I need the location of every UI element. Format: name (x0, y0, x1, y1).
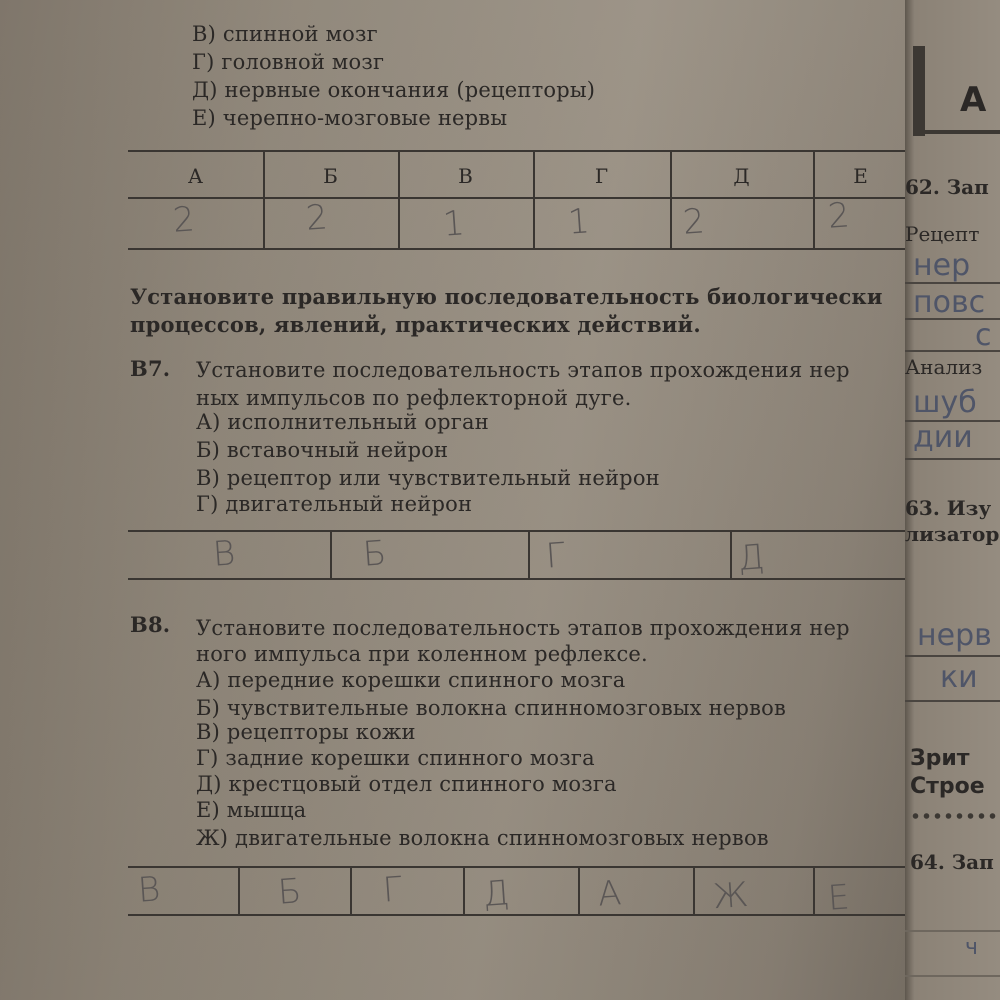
question-number: В7. (130, 356, 171, 381)
table-column-line (730, 532, 732, 578)
question-number: В8. (130, 612, 171, 637)
table-column-line (693, 868, 695, 914)
list-item: Д) нервные окончания (рецепторы) (192, 78, 596, 102)
option-item: Ж) двигательные волокна спинномозговых нервов (196, 826, 769, 850)
table-column-line (463, 868, 465, 914)
question-number: 63. Изу (905, 496, 992, 520)
table-header: Г (594, 164, 609, 188)
table-header: Д (733, 164, 750, 188)
right-text: Рецепт (905, 222, 980, 246)
question-number: 62. Зап (905, 175, 989, 199)
handwritten-answer: 1 (566, 201, 592, 243)
table-header: А (187, 164, 204, 188)
option-item: В) рецептор или чувствительный нейрон (196, 466, 660, 490)
section-instruction: Установите правильную последовательность биологически (130, 284, 883, 309)
table-column-line (330, 532, 332, 578)
option-item: В) рецепторы кожи (196, 720, 416, 744)
handwritten-answer: с (975, 318, 992, 353)
section-instruction: процессов, явлений, практических действий. (130, 312, 701, 337)
right-page (905, 0, 1000, 1000)
handwritten-answer: Б (276, 871, 303, 913)
table-column-line (350, 868, 352, 914)
option-item: А) исполнительный орган (196, 410, 489, 434)
handwritten-answer: 1 (441, 203, 467, 245)
header-underline (913, 130, 1000, 134)
section-heading: Зрит (910, 746, 970, 771)
handwritten-answer: А (596, 873, 623, 915)
option-item: Б) вставочный нейрон (196, 438, 449, 462)
question-number: 64. Зап (910, 850, 994, 874)
option-item: А) передние корешки спинного мозга (196, 668, 626, 692)
handwritten-answer: повс (913, 285, 986, 320)
handwritten-answer: шуб (913, 385, 977, 420)
answer-table-1 (128, 150, 908, 250)
header-bar (913, 46, 925, 136)
list-item: Г) головной мозг (192, 50, 385, 74)
table-column-line (238, 868, 240, 914)
question-text: ных импульсов по рефлекторной дуге. (196, 386, 632, 410)
right-header: А (960, 80, 987, 120)
answer-table-b8 (128, 866, 908, 919)
handwritten-answer: Д (481, 873, 511, 915)
handwritten-answer: Е (826, 877, 851, 919)
table-header: Б (323, 164, 338, 188)
dotted-divider (910, 812, 1000, 820)
answer-table-b7 (128, 530, 908, 580)
table-column-line (578, 868, 580, 914)
handwritten-answer: ки (940, 660, 978, 695)
table-divider (128, 197, 908, 199)
table-column-line (528, 532, 530, 578)
handwritten-answer: Г (544, 535, 567, 577)
table-header: Е (853, 164, 868, 188)
ruled-line (905, 655, 1000, 657)
ruled-line (905, 458, 1000, 460)
ruled-line (905, 700, 1000, 702)
option-item: Г) двигательный нейрон (196, 492, 473, 516)
handwritten-answer: 2 (304, 197, 330, 239)
question-text: ного импульса при коленном рефлексе. (196, 642, 648, 666)
question-text: Установите последовательность этапов прохождения нер (196, 358, 850, 382)
handwritten-answer: Г (381, 869, 404, 911)
handwritten-answer: дии (913, 420, 973, 455)
ruled-line (905, 975, 1000, 977)
ruled-line (905, 930, 1000, 932)
list-item: Е) черепно-мозговые нервы (192, 106, 508, 130)
handwritten-answer: нерв (917, 618, 992, 653)
handwritten-answer: 2 (826, 195, 852, 237)
option-item: Д) крестцовый отдел спинного мозга (196, 772, 617, 796)
handwritten-answer: Д (736, 537, 766, 579)
list-item: В) спинной мозг (192, 22, 378, 46)
handwritten-answer: Ж (711, 874, 750, 918)
handwritten-answer: В (136, 869, 162, 911)
option-item: Е) мышца (196, 798, 307, 822)
right-text: лизатор (905, 522, 1000, 546)
handwritten-answer: Б (361, 533, 388, 575)
option-item: Г) задние корешки спинного мозга (196, 746, 595, 770)
table-column-line (813, 868, 815, 914)
handwritten-answer: ч (965, 935, 978, 960)
option-item: Б) чувствительные волокна спинномозговых нервов (196, 696, 787, 720)
handwritten-answer: В (211, 533, 237, 575)
handwritten-answer: нер (913, 248, 971, 283)
handwritten-answer: 2 (681, 201, 707, 243)
table-header: В (458, 164, 473, 188)
handwritten-answer: 2 (171, 199, 197, 241)
right-text: Анализ (905, 355, 983, 379)
question-text: Установите последовательность этапов прохождения нер (196, 616, 850, 640)
section-heading: Строе (910, 774, 985, 799)
